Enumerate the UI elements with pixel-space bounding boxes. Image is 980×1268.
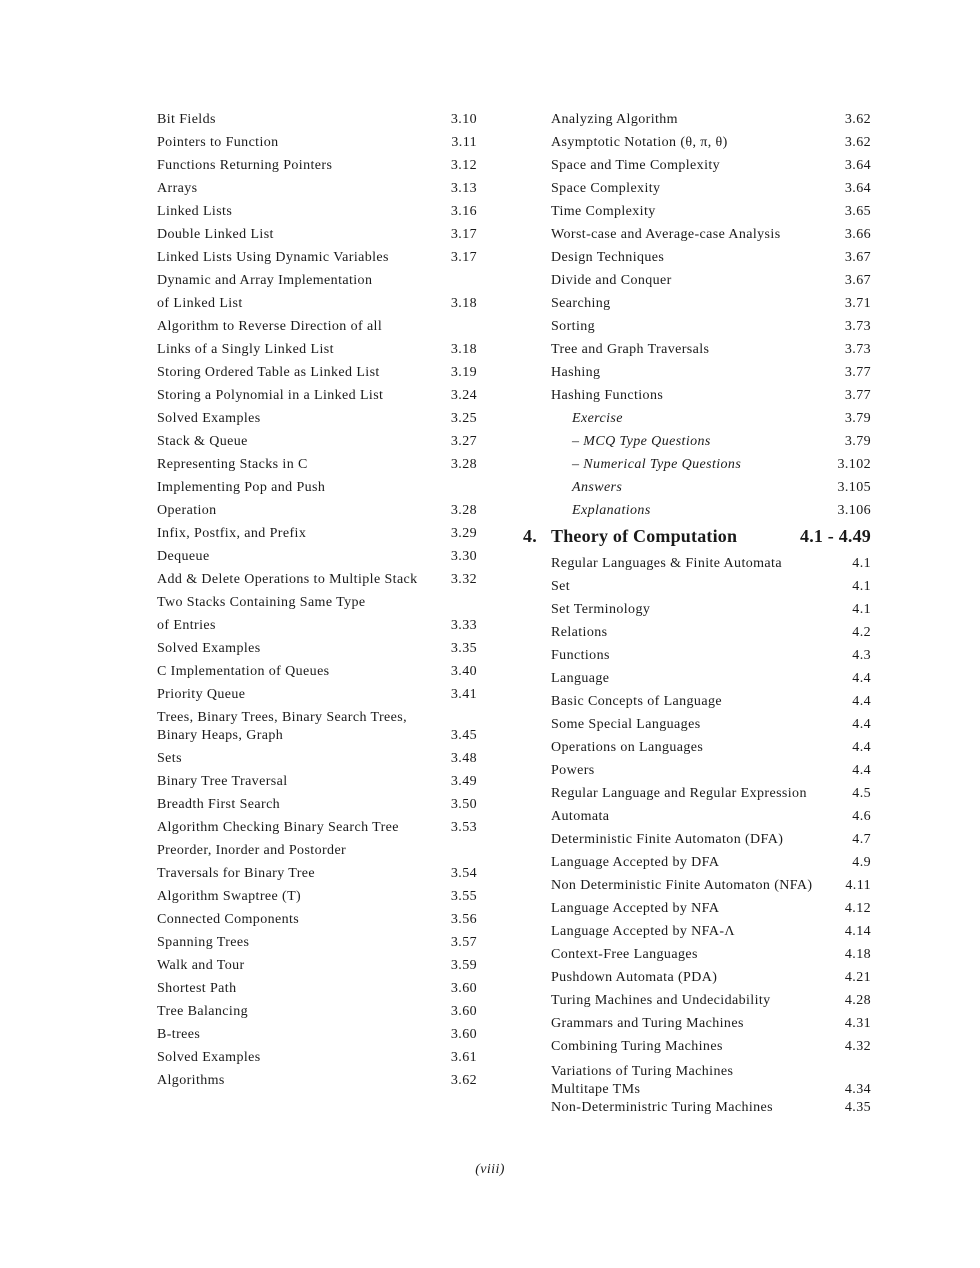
entry-page: 3.73	[844, 342, 871, 357]
toc-entry[interactable]	[523, 552, 871, 575]
toc-entry-answers[interactable]	[523, 476, 871, 499]
entry-page: 3.65	[844, 204, 871, 219]
toc-entry[interactable]	[157, 816, 477, 839]
entry-title: Searching	[551, 296, 611, 311]
toc-entry-exercise[interactable]	[523, 407, 871, 430]
toc-entry[interactable]	[523, 828, 871, 851]
toc-entry[interactable]	[523, 108, 871, 131]
toc-entry[interactable]	[523, 200, 871, 223]
toc-entry[interactable]	[157, 977, 477, 1000]
entry-page: 3.60	[450, 1004, 477, 1019]
entry-title: C Implementation of Queues	[157, 664, 330, 679]
toc-entry[interactable]	[157, 407, 477, 430]
entry-title: Pushdown Automata (PDA)	[551, 970, 718, 985]
entry-title: Multitape TMs	[551, 1082, 641, 1097]
entry-title: Variations of Turing Machines	[551, 1064, 734, 1079]
entry-title: Stack & Queue	[157, 434, 248, 449]
entry-title: Pointers to Function	[157, 135, 279, 150]
entry-page: 3.32	[450, 572, 477, 587]
toc-entry[interactable]	[157, 1000, 477, 1023]
toc-entry[interactable]	[157, 476, 477, 499]
entry-page: 3.40	[450, 664, 477, 679]
toc-entry[interactable]	[157, 430, 477, 453]
entry-page: 4.1	[852, 602, 871, 617]
entry-title: – MCQ Type Questions	[572, 434, 711, 449]
toc-entry[interactable]	[523, 131, 871, 154]
toc-entry[interactable]	[523, 851, 871, 874]
entry-page: 3.18	[450, 296, 477, 311]
entry-title: Implementing Pop and Push	[157, 480, 326, 495]
entry-title: Binary Tree Traversal	[157, 774, 288, 789]
toc-entry[interactable]	[523, 966, 871, 989]
entry-page: 3.16	[450, 204, 477, 219]
toc-entry[interactable]	[157, 862, 477, 885]
entry-page: 3.54	[450, 866, 477, 881]
entry-page: 3.33	[450, 618, 477, 633]
toc-entry[interactable]	[523, 759, 871, 782]
entry-page: 3.60	[450, 1027, 477, 1042]
entry-title: Relations	[551, 625, 608, 640]
entry-title: Non Deterministic Finite Automaton (NFA)	[551, 878, 813, 893]
toc-entry[interactable]	[523, 598, 871, 621]
entry-title: Dynamic and Array Implementation	[157, 273, 373, 288]
entry-page: 3.57	[450, 935, 477, 950]
entry-page: 4.34	[844, 1082, 871, 1097]
entry-title: – Numerical Type Questions	[572, 457, 742, 472]
entry-page: 4.1	[852, 579, 871, 594]
toc-entry[interactable]	[157, 839, 477, 862]
entry-title: Some Special Languages	[551, 717, 701, 732]
toc-entry[interactable]	[523, 690, 871, 713]
toc-entry[interactable]	[523, 1012, 871, 1035]
entry-title: Exercise	[572, 411, 623, 426]
entry-title: Bit Fields	[157, 112, 216, 127]
toc-entry[interactable]	[523, 177, 871, 200]
entry-title: Combining Turing Machines	[551, 1039, 723, 1054]
toc-entry[interactable]	[157, 1069, 477, 1092]
entry-page: 4.18	[844, 947, 871, 962]
entry-title: Infix, Postfix, and Prefix	[157, 526, 307, 541]
entry-title: Sorting	[551, 319, 596, 334]
toc-entry[interactable]	[157, 315, 477, 338]
entry-page: 3.79	[844, 434, 871, 449]
entry-title: Grammars and Turing Machines	[551, 1016, 744, 1031]
entry-page: 3.64	[844, 158, 871, 173]
entry-title: Language Accepted by NFA-Λ	[551, 924, 735, 939]
entry-title: Automata	[551, 809, 610, 824]
entry-page: 4.31	[844, 1016, 871, 1031]
entry-title: Links of a Singly Linked List	[157, 342, 334, 357]
toc-entry[interactable]	[523, 782, 871, 805]
page-number: (viii)	[475, 1162, 505, 1177]
entry-page: 4.32	[844, 1039, 871, 1054]
entry-page: 3.67	[844, 273, 871, 288]
toc-entry[interactable]	[523, 269, 871, 292]
entry-title: Dequeue	[157, 549, 210, 564]
toc-entry[interactable]	[157, 568, 477, 591]
entry-title: Tree Balancing	[157, 1004, 249, 1019]
entry-title: Set Terminology	[551, 602, 651, 617]
toc-right-column	[523, 108, 871, 1117]
entry-page: 3.29	[450, 526, 477, 541]
entry-page: 3.60	[450, 981, 477, 996]
entry-page: 3.28	[450, 457, 477, 472]
entry-page: 4.4	[852, 671, 871, 686]
entry-title: Connected Components	[157, 912, 300, 927]
entry-title: Sets	[157, 751, 182, 766]
entry-page: 3.50	[450, 797, 477, 812]
entry-title: Powers	[551, 763, 595, 778]
entry-page: 4.2	[852, 625, 871, 640]
entry-title: Algorithm to Reverse Direction of all	[157, 319, 383, 334]
toc-entry-mcq[interactable]	[523, 430, 871, 453]
entry-page: 3.66	[844, 227, 871, 242]
entry-title: Algorithm Swaptree (T)	[157, 889, 302, 904]
entry-title: Priority Queue	[157, 687, 246, 702]
toc-entry[interactable]	[523, 621, 871, 644]
entry-page: 3.73	[844, 319, 871, 334]
entry-page: 4.4	[852, 763, 871, 778]
entry-title: Deterministic Finite Automaton (DFA)	[551, 832, 784, 847]
entry-page: 4.5	[852, 786, 871, 801]
entry-page: 3.28	[450, 503, 477, 518]
toc-entry[interactable]	[157, 660, 477, 683]
entry-title: Trees, Binary Trees, Binary Search Trees, Binary Heaps, Graph	[157, 710, 407, 743]
entry-title: Asymptotic Notation (θ, π, θ)	[551, 135, 728, 150]
toc-entry[interactable]	[157, 770, 477, 793]
toc-entry[interactable]	[523, 292, 871, 315]
entry-page: 3.56	[450, 912, 477, 927]
toc-entry[interactable]	[523, 575, 871, 598]
toc-entry[interactable]	[523, 1035, 871, 1058]
toc-entry[interactable]	[523, 338, 871, 361]
toc-entry[interactable]	[523, 989, 871, 1012]
entry-page: 3.106	[837, 503, 871, 518]
toc-entry[interactable]	[157, 292, 477, 315]
toc-entry[interactable]	[157, 108, 477, 131]
toc-entry[interactable]	[157, 453, 477, 476]
entry-page: 3.24	[450, 388, 477, 403]
entry-page: 3.71	[844, 296, 871, 311]
toc-entry[interactable]	[523, 223, 871, 246]
toc-entry[interactable]	[523, 667, 871, 690]
toc-entry[interactable]	[157, 706, 477, 747]
toc-entry[interactable]	[157, 885, 477, 908]
entry-page: 3.53	[450, 820, 477, 835]
entry-title: Operation	[157, 503, 217, 518]
entry-page: 3.49	[450, 774, 477, 789]
toc-entry[interactable]	[157, 177, 477, 200]
entry-page: 3.62	[844, 135, 871, 150]
toc-entry[interactable]	[157, 683, 477, 706]
toc-entry[interactable]	[523, 361, 871, 384]
entry-title: Linked Lists	[157, 204, 233, 219]
entry-title: Algorithms	[157, 1073, 225, 1088]
toc-entry[interactable]	[523, 736, 871, 759]
entry-title: Double Linked List	[157, 227, 274, 242]
entry-page: 4.21	[844, 970, 871, 985]
entry-page: 3.48	[450, 751, 477, 766]
entry-page: 4.4	[852, 717, 871, 732]
entry-page: 4.12	[844, 901, 871, 916]
entry-page: 3.61	[450, 1050, 477, 1065]
entry-page: 4.6	[852, 809, 871, 824]
entry-page: 3.62	[450, 1073, 477, 1088]
entry-page: 4.35	[844, 1100, 871, 1115]
entry-title: of Linked List	[157, 296, 243, 311]
entry-page: 3.55	[450, 889, 477, 904]
toc-entry[interactable]	[523, 897, 871, 920]
entry-page: 3.67	[844, 250, 871, 265]
toc-entry[interactable]	[157, 200, 477, 223]
chapter-page-range: 4.1 - 4.49	[800, 526, 871, 546]
toc-entry[interactable]	[157, 338, 477, 361]
toc-entry[interactable]	[157, 637, 477, 660]
chapter-title: Theory of Computation	[551, 526, 738, 546]
entry-title: Language	[551, 671, 610, 686]
entry-title: Solved Examples	[157, 411, 261, 426]
entry-title: Space Complexity	[551, 181, 661, 196]
entry-page: 3.17	[450, 227, 477, 242]
entry-title: Functions	[551, 648, 610, 663]
entry-title: Preorder, Inorder and Postorder	[157, 843, 347, 858]
entry-title: Linked Lists Using Dynamic Variables	[157, 250, 389, 265]
entry-title: B-trees	[157, 1027, 201, 1042]
toc-entry[interactable]	[523, 644, 871, 667]
entry-title: Basic Concepts of Language	[551, 694, 722, 709]
entry-page: 3.10	[450, 112, 477, 127]
toc-entry[interactable]	[157, 269, 477, 292]
toc-entry[interactable]	[523, 154, 871, 177]
toc-entry[interactable]	[523, 713, 871, 736]
entry-title: Storing Ordered Table as Linked List	[157, 365, 380, 380]
entry-title: Storing a Polynomial in a Linked List	[157, 388, 384, 403]
entry-title: Functions Returning Pointers	[157, 158, 333, 173]
entry-page: 4.28	[844, 993, 871, 1008]
entry-page: 3.13	[450, 181, 477, 196]
entry-title: Solved Examples	[157, 641, 261, 656]
toc-entry-explanations[interactable]	[523, 499, 871, 522]
toc-entry[interactable]	[523, 920, 871, 943]
toc-entry[interactable]	[157, 154, 477, 177]
chapter-heading[interactable]	[523, 522, 871, 552]
entry-title: Turing Machines and Undecidability	[551, 993, 771, 1008]
entry-title: Language Accepted by DFA	[551, 855, 720, 870]
entry-title: Answers	[572, 480, 623, 495]
entry-title: Context-Free Languages	[551, 947, 698, 962]
entry-page: 3.41	[450, 687, 477, 702]
toc-entry[interactable]	[157, 223, 477, 246]
entry-title: Representing Stacks in C	[157, 457, 308, 472]
toc-entry[interactable]	[157, 131, 477, 154]
toc-entry[interactable]	[157, 499, 477, 522]
toc-entry[interactable]	[523, 1099, 871, 1117]
toc-entry[interactable]	[157, 908, 477, 931]
entry-page: 4.4	[852, 740, 871, 755]
entry-page: 3.35	[450, 641, 477, 656]
entry-title: Hashing Functions	[551, 388, 664, 403]
toc-entry[interactable]	[523, 1081, 871, 1099]
entry-page: 3.79	[844, 411, 871, 426]
toc-entry[interactable]	[157, 614, 477, 637]
entry-page: 3.27	[450, 434, 477, 449]
toc-entry[interactable]	[523, 315, 871, 338]
toc-entry[interactable]	[157, 246, 477, 269]
entry-title: Algorithm Checking Binary Search Tree	[157, 820, 399, 835]
toc-entry[interactable]	[157, 954, 477, 977]
entry-page: 3.105	[837, 480, 871, 495]
entry-title: Solved Examples	[157, 1050, 261, 1065]
toc-entry[interactable]	[523, 246, 871, 269]
entry-title: Breadth First Search	[157, 797, 281, 812]
toc-entry[interactable]	[157, 591, 477, 614]
entry-page: 3.12	[450, 158, 477, 173]
entry-page: 3.59	[450, 958, 477, 973]
entry-title: Design Techniques	[551, 250, 665, 265]
entry-title: Regular Languages & Finite Automata	[551, 556, 782, 571]
entry-title: Explanations	[572, 503, 651, 518]
entry-title: Language Accepted by NFA	[551, 901, 720, 916]
entry-page: 3.62	[844, 112, 871, 127]
entry-page: 3.17	[450, 250, 477, 265]
toc-entry[interactable]	[523, 1058, 871, 1081]
entry-title: Tree and Graph Traversals	[551, 342, 710, 357]
entry-title: Walk and Tour	[157, 958, 245, 973]
entry-title: Space and Time Complexity	[551, 158, 721, 173]
entry-page: 4.3	[852, 648, 871, 663]
entry-page: 3.77	[844, 388, 871, 403]
toc-entry[interactable]	[157, 361, 477, 384]
toc-entry[interactable]	[157, 747, 477, 770]
entry-title: Arrays	[157, 181, 198, 196]
entry-page: 4.1	[852, 556, 871, 571]
entry-page: 3.77	[844, 365, 871, 380]
entry-page: 3.25	[450, 411, 477, 426]
toc-entry[interactable]	[157, 384, 477, 407]
entry-page: 3.30	[450, 549, 477, 564]
entry-title: Non-Deterministric Turing Machines	[551, 1100, 774, 1115]
toc-entry[interactable]	[157, 931, 477, 954]
entry-title: Time Complexity	[551, 204, 656, 219]
entry-page: 3.19	[450, 365, 477, 380]
toc-entry[interactable]	[523, 874, 871, 897]
toc-entry[interactable]	[157, 1023, 477, 1046]
entry-page: 4.14	[844, 924, 871, 939]
entry-page: 3.18	[450, 342, 477, 357]
toc-entry[interactable]	[523, 805, 871, 828]
entry-title: Regular Language and Regular Expression	[551, 786, 807, 801]
entry-title: Divide and Conquer	[551, 273, 672, 288]
entry-title: Add & Delete Operations to Multiple Stack	[157, 572, 418, 587]
toc-entry[interactable]	[157, 1046, 477, 1069]
toc-entry[interactable]	[523, 384, 871, 407]
entry-page: 3.11	[451, 135, 477, 150]
entry-page: 3.64	[844, 181, 871, 196]
chapter-number: 4.	[523, 526, 537, 546]
toc-entry[interactable]	[523, 943, 871, 966]
toc-entry[interactable]	[157, 522, 477, 545]
toc-left-column	[157, 108, 477, 1092]
entry-title: Shortest Path	[157, 981, 237, 996]
entry-page: 4.9	[852, 855, 871, 870]
entry-title: Analyzing Algorithm	[551, 112, 678, 127]
entry-title: Spanning Trees	[157, 935, 250, 950]
toc-entry[interactable]	[157, 793, 477, 816]
toc-entry[interactable]	[157, 545, 477, 568]
entry-title: Two Stacks Containing Same Type	[157, 595, 366, 610]
entry-page: 4.4	[852, 694, 871, 709]
entry-page: 3.102	[837, 457, 871, 472]
entry-page: 3.45	[450, 728, 477, 743]
entry-title: Hashing	[551, 365, 601, 380]
entry-title: Set	[551, 579, 571, 594]
entry-title: Operations on Languages	[551, 740, 704, 755]
entry-title: Traversals for Binary Tree	[157, 866, 316, 881]
entry-title: of Entries	[157, 618, 216, 633]
entry-page: 4.11	[845, 878, 871, 893]
toc-entry-numerical[interactable]	[523, 453, 871, 476]
entry-page: 4.7	[852, 832, 871, 847]
entry-title: Worst-case and Average-case Analysis	[551, 227, 781, 242]
